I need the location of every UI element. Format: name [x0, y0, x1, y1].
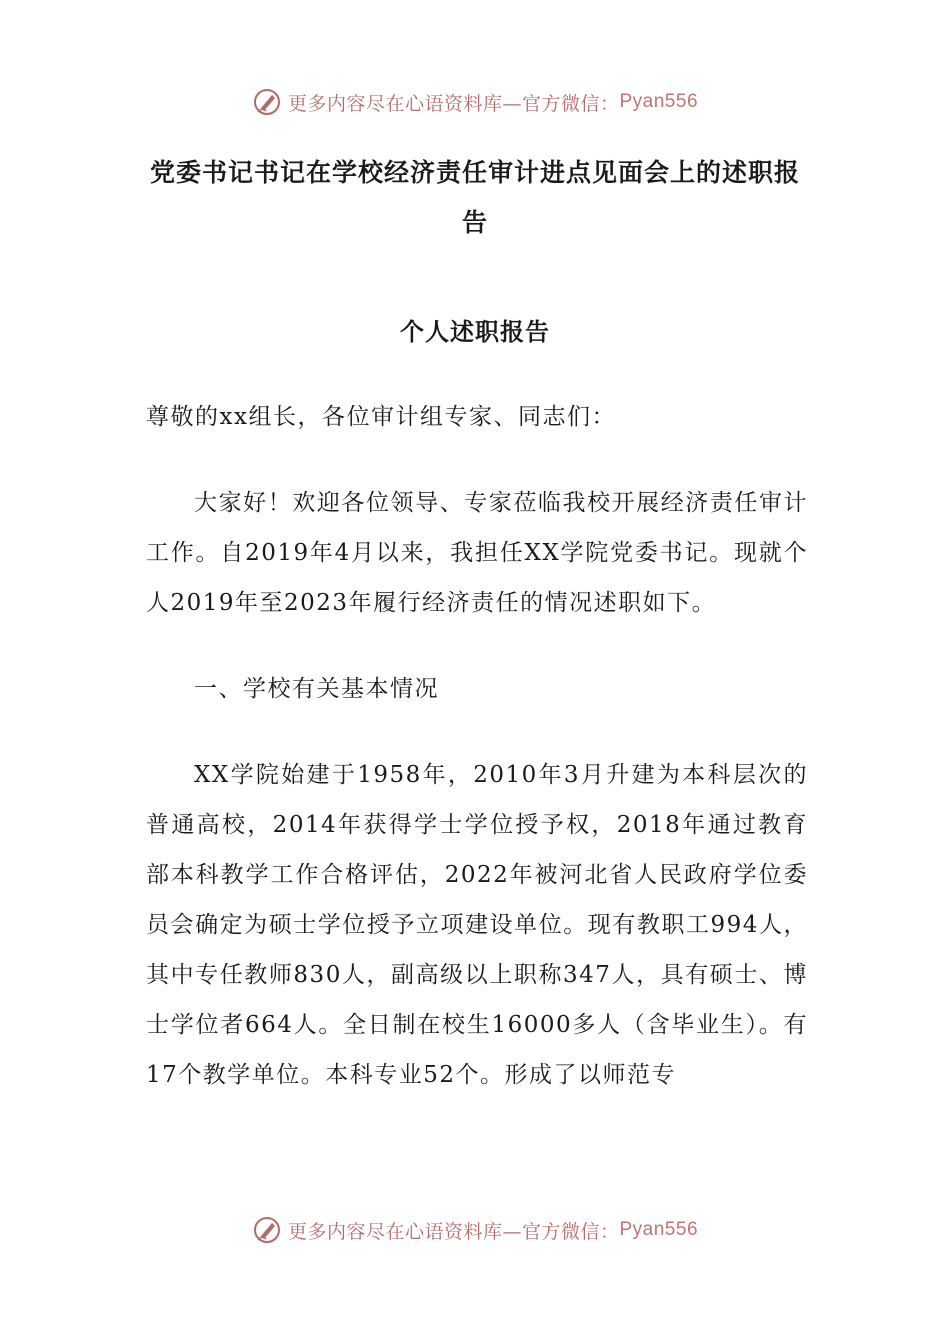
watermark-text: 更多内容尽在心语资料库—官方微信：: [287, 1220, 620, 1243]
watermark-header: [0, 82, 950, 122]
body-paragraph: XX学院始建于1958年，2010年3月升建为本科层次的普通高校，2014年获得学士学位授予权，2018年通过教育部本科教学工作合格评估，2022年被河北省人民政府学位委员会确定为硕士学位授予立项建设单位。现有教职工994人，其中专任教师830人，副高级以上职称347人，具有硕士、博士学位者664人。全日制在校生16000多人（含毕业生）。有17个教学单位。本科专业52个。形成了以师范专: [146, 762, 808, 1088]
watermark-text: 更多内容尽在心语资料库—官方微信：: [287, 92, 620, 115]
pen-logo-icon: [252, 87, 282, 117]
document-title: 党委书记书记在学校经济责任审计进点见面会上的述职报告: [149, 158, 800, 237]
watermark-footer: [0, 1210, 950, 1250]
document-subtitle: 个人述职报告: [400, 317, 550, 346]
intro-paragraph: 大家好！欢迎各位领导、专家莅临我校开展经济责任审计工作。自2019年4月以来，我担任XX学院党委书记。现就个人2019年至2023年履行经济责任的情况述职如下。: [146, 490, 808, 616]
watermark-wechat-id: Pyan556: [619, 91, 699, 112]
pen-logo-icon: [252, 1215, 282, 1245]
salutation: 尊敬的xx组长，各位审计组专家、同志们：: [146, 404, 616, 430]
watermark-wechat-id: Pyan556: [619, 1219, 699, 1240]
section-heading: 一、学校有关基本情况: [194, 676, 439, 702]
